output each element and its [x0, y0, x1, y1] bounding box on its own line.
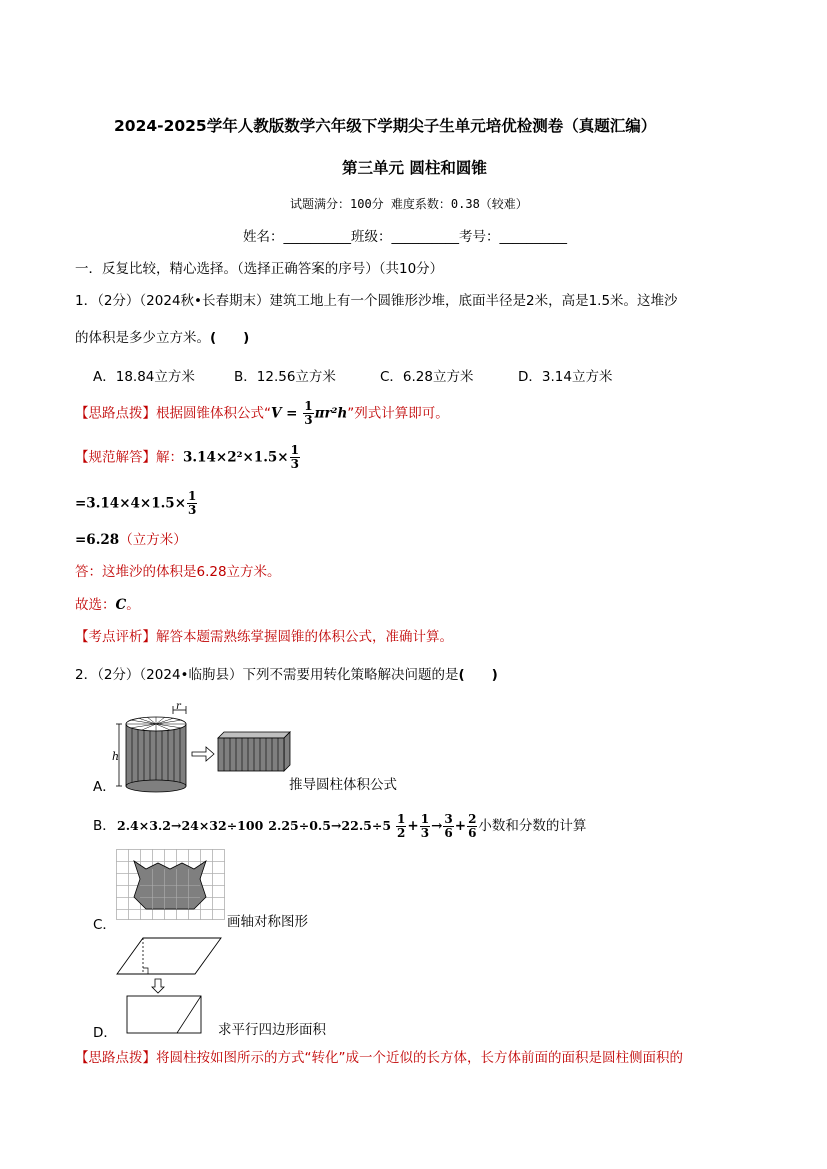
q1-step1-frac — [290, 444, 300, 471]
parallelogram-transform-figure — [115, 937, 225, 1037]
b-frac-2-den: 3 — [420, 825, 430, 840]
q2-option-b-content — [117, 808, 586, 844]
q1-step2-frac — [187, 490, 197, 517]
b-frac-3-num: 3 — [444, 811, 453, 826]
q2-option-d-label: D． — [93, 1025, 117, 1041]
formula-frac-num: 1 — [304, 399, 313, 413]
q2-option-c-text: 画轴对称图形 — [227, 914, 308, 930]
q1-choice-pre: 故选： — [75, 597, 116, 613]
formula-fraction — [303, 400, 313, 427]
h-label: h — [112, 750, 120, 763]
section-heading: 一．反复比较，精心选择。（选择正确答案的序号）（共10分） — [75, 261, 444, 277]
q2-line1-text: 2．（2分）（2024•临朐县）下列不需要用转化策略解决问题的是 — [75, 667, 459, 683]
q1-hint — [75, 400, 449, 427]
parallelogram — [117, 938, 221, 974]
q1-answer: 答：这堆沙的体积是6.28立方米。 — [75, 564, 281, 580]
q1-choice-letter: C — [115, 597, 127, 613]
cuboid-front — [218, 738, 284, 771]
q2-option-a-text: 推导圆柱体积公式 — [289, 777, 397, 793]
q2-option-b-label: B． — [93, 818, 116, 834]
q1-sol-pre: 解： — [156, 449, 183, 466]
q2-option-d-text: 求平行四边形面积 — [218, 1022, 326, 1038]
b-frac-3-den: 6 — [444, 825, 453, 840]
q1-step1-frac-den: 3 — [290, 457, 299, 471]
r-label: r — [176, 702, 181, 712]
q2-hint-tag: 【思路点拨】 — [75, 1050, 156, 1066]
q2-answer-paren: ( ) — [458, 667, 498, 683]
paper-title: 2024-2025学年人教版数学六年级下学期尖子生单元培优检测卷（真题汇编） — [114, 117, 657, 135]
b-frac-4-den: 6 — [468, 825, 477, 840]
cuboid-top — [218, 732, 290, 738]
down-arrow-icon — [152, 979, 164, 993]
q1-step1: 3.14×2²×1.5× — [183, 449, 289, 466]
b-frac-2 — [420, 813, 430, 840]
b-frac-4 — [467, 813, 477, 840]
transform-arrow-icon — [192, 747, 214, 761]
q1-line2-text: 的体积是多少立方米。 — [75, 330, 210, 346]
q1-answer-paren: ( ) — [210, 330, 250, 346]
q1-hint-post: ”列式计算即可。 — [347, 405, 449, 422]
b-calc-1: 2.4×3.2→24×32÷100 — [117, 818, 264, 833]
q1-step2-frac-num: 1 — [188, 489, 197, 503]
q1-choice-post: 。 — [126, 597, 140, 613]
q2-option-a-label: A． — [93, 779, 116, 795]
q1-option-b: B．12.56立方米 — [234, 369, 336, 385]
q1-solution-line3 — [75, 531, 187, 549]
b-calc-2: 2.25÷0.5→22.5÷5 — [268, 818, 392, 833]
q1-step2: =3.14×4×1.5× — [75, 495, 187, 512]
b-frac-3 — [443, 813, 453, 840]
q1-solution-line1 — [75, 444, 301, 471]
q1-review — [75, 628, 453, 646]
rectangle — [127, 996, 201, 1033]
b-plus-2: + — [454, 818, 467, 834]
cuboid-side — [284, 732, 290, 771]
q1-hint-pre: 根据圆锥体积公式“ — [156, 405, 271, 422]
b-plus-1: + — [407, 818, 419, 834]
q1-option-c: C．6.28立方米 — [380, 369, 474, 385]
q2-line1 — [75, 666, 498, 684]
q2-option-c-label: C． — [93, 917, 116, 933]
q1-hint-tag: 【思路点拨】 — [75, 405, 156, 422]
q1-option-a: A．18.84立方米 — [93, 369, 195, 385]
formula-rest: πr²h — [314, 405, 348, 422]
q1-step3: =6.28 — [75, 532, 120, 548]
q1-solution-line2 — [75, 490, 198, 517]
q1-step2-frac-den: 3 — [188, 503, 197, 517]
b-frac-1-num: 1 — [397, 811, 406, 826]
symmetric-shape — [134, 861, 206, 909]
q1-choice — [75, 596, 140, 614]
unit-title: 第三单元 圆柱和圆锥 — [342, 159, 487, 177]
q1-sol-tag: 【规范解答】 — [75, 449, 156, 466]
b-frac-2-num: 1 — [420, 811, 430, 826]
symmetry-grid-figure — [116, 849, 226, 920]
student-fields: 姓名：__________班级：__________考号：__________ — [243, 229, 567, 245]
q1-option-d: D．3.14立方米 — [518, 369, 613, 385]
q1-review-tag: 【考点评析】 — [75, 629, 156, 645]
b-frac-4-num: 2 — [468, 811, 477, 826]
b-frac-1 — [396, 813, 406, 840]
q1-review-text: 解答本题需熟练掌握圆锥的体积公式，准确计算。 — [156, 629, 453, 645]
q1-step1-frac-num: 1 — [290, 443, 299, 457]
cylinder-bottom — [126, 780, 186, 792]
formula-v: V — [271, 405, 282, 422]
q2-hint — [75, 1049, 683, 1067]
b-frac-1-den: 2 — [397, 825, 406, 840]
exam-meta: 试题满分：100分 难度系数：0.38（较难） — [290, 197, 528, 211]
formula-eq: = — [281, 405, 303, 422]
formula-frac-den: 3 — [304, 413, 313, 427]
q2-option-b-text: 小数和分数的计算 — [478, 818, 587, 834]
q2-hint-text: 将圆柱按如图所示的方式“转化”成一个近似的长方体，长方体前面的面积是圆柱侧面积的 — [156, 1050, 683, 1066]
q1-line2 — [75, 329, 249, 347]
b-arrow: → — [431, 818, 443, 834]
q1-unit: （立方米） — [119, 532, 187, 548]
q1-line1: 1．（2分）（2024秋•长春期末）建筑工地上有一个圆锥形沙堆，底面半径是2米，高是1.5米。这堆沙 — [75, 293, 678, 309]
